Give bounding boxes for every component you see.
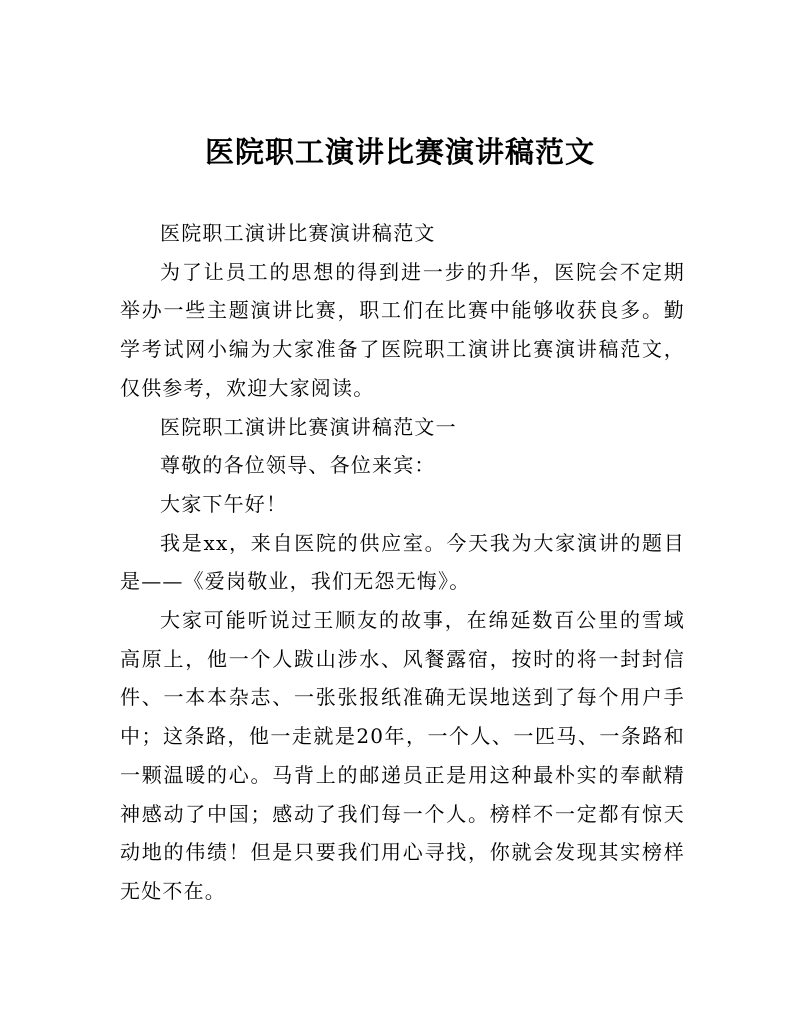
document-title: 医院职工演讲比赛演讲稿范文 <box>204 135 595 169</box>
paragraph-story: 大家可能听说过王顺友的故事，在绵延数百公里的雪域高原上，他一个人跋山涉水、风餐露宿，按时的将一封封信件、一本本杂志、一张张报纸准确无误地送到了每个用户手中；这条路，他一走就是20年，一个人、一匹马、一条路和一颗温暖的心。马背上的邮递员正是用这种最朴实的奉献精神感动了中国；感动了我们每一个人。榜样不一定都有惊天动地的伟绩！但是只要我们用心寻找，你就会发现其实榜样无处不在。 <box>120 608 685 903</box>
paragraph-heading-one: 医院职工演讲比赛演讲稿范文一 <box>160 414 457 439</box>
paragraph-salutation: 尊敬的各位领导、各位来宾： <box>160 453 436 478</box>
document-body <box>120 214 685 911</box>
paragraph-subtitle: 医院职工演讲比赛演讲稿范文 <box>160 221 436 245</box>
paragraph-intro: 为了让员工的思想的得到进一步的升华，医院会不定期举办一些主题演讲比赛，职工们在比赛中能够收获良多。勤学考试网小编为大家准备了医院职工演讲比赛演讲稿范文，仅供参考，欢迎大家阅读。 <box>120 259 685 400</box>
paragraph-greeting: 大家下午好！ <box>160 491 288 516</box>
paragraph-self-intro: 我是xx，来自医院的供应室。今天我为大家演讲的题目是——《爱岗敬业，我们无怨无悔》。 <box>120 530 685 594</box>
